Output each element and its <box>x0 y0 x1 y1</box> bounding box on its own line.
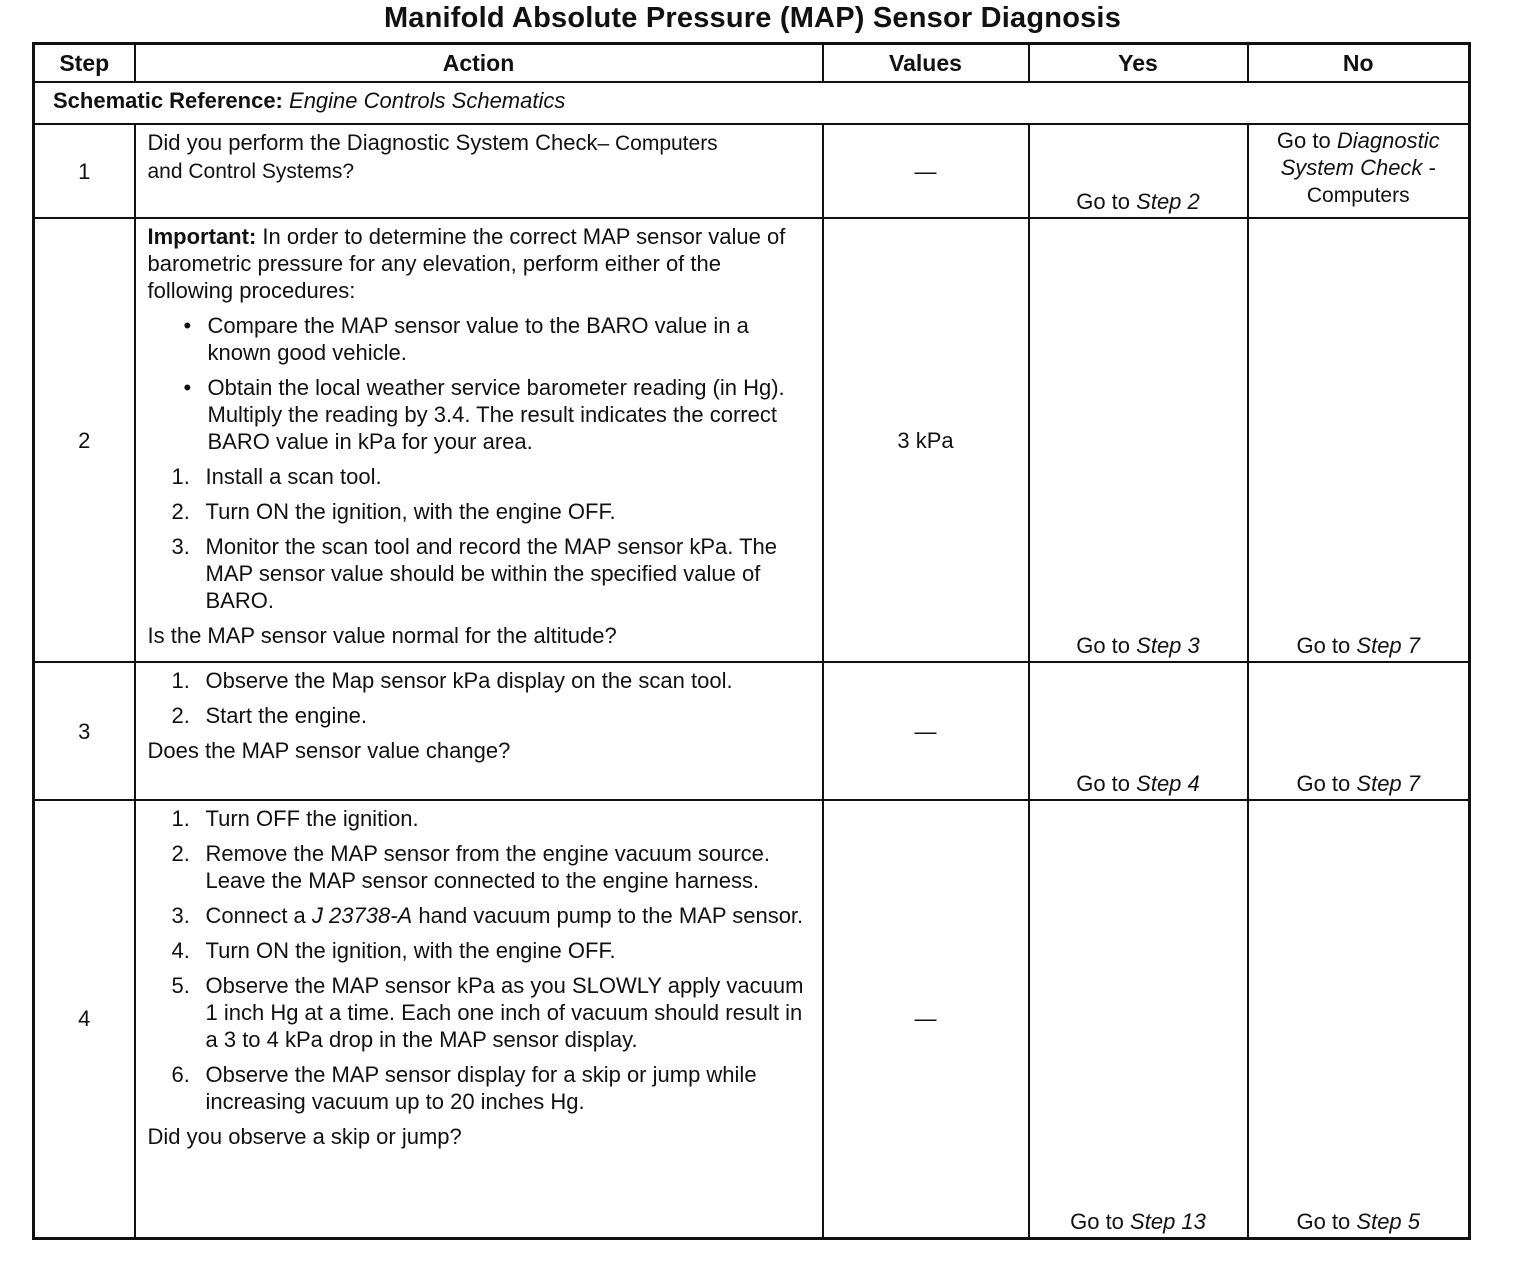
action-question <box>148 129 812 185</box>
yes-step-link[interactable]: Step 3 <box>1136 633 1200 658</box>
no-cell <box>1248 662 1470 800</box>
header-action: Action <box>135 44 823 83</box>
list-number: 2. <box>171 841 190 866</box>
list-text: hand vacuum pump to the MAP sensor. <box>418 903 804 928</box>
go-to-label: Go to <box>1076 633 1131 658</box>
schematic-reference <box>34 82 1470 124</box>
value-cell: — <box>823 124 1029 218</box>
no-step-link[interactable]: Step 7 <box>1356 771 1421 796</box>
important-note <box>148 223 812 304</box>
list-number: 6. <box>171 1062 190 1087</box>
no-cell <box>1248 124 1470 218</box>
list-item <box>172 463 812 490</box>
list-text: Observe the MAP sensor kPa as you SLOWLY apply vacuum 1 inch Hg at a time. Each one inch of vacuum should result in a 3 to 4 kPa drop in the MAP sensor display. <box>205 973 804 1052</box>
list-number: 2. <box>171 499 190 524</box>
list-item <box>172 937 812 964</box>
list-text: Start the engine. <box>205 703 367 728</box>
list-text: Observe the Map sensor kPa display on the scan tool. <box>205 668 733 693</box>
list-number: 2. <box>171 703 190 728</box>
list-item <box>172 840 812 894</box>
tool-reference: J 23738-A <box>311 903 413 928</box>
yes-step-link[interactable]: Step 13 <box>1130 1208 1206 1234</box>
no-step-suffix: - <box>1428 155 1436 180</box>
page-title: Manifold Absolute Pressure (MAP) Sensor Diagnosis <box>383 2 1122 34</box>
step-number: 2 <box>34 218 135 662</box>
go-to-label: Go to <box>1296 771 1351 796</box>
list-item <box>172 498 812 525</box>
go-to-label: Go to <box>1296 633 1351 658</box>
yes-cell <box>1029 662 1248 800</box>
no-step-link[interactable]: Step 7 <box>1356 633 1421 658</box>
list-item <box>172 533 812 614</box>
yes-cell <box>1029 218 1248 662</box>
list-item: • Obtain the local weather service barometer reading (in Hg). Multiply the reading by 3.4. The result indicates the correct BARO value in kPa for your area. <box>184 374 812 455</box>
no-step-link[interactable]: Step 5 <box>1356 1208 1421 1234</box>
value-cell: — <box>823 662 1029 800</box>
table-row <box>34 662 1470 800</box>
action-question: Is the MAP sensor value normal for the altitude? <box>147 623 617 648</box>
list-number: 3. <box>171 903 190 928</box>
list-item <box>172 1061 812 1115</box>
list-text: Remove the MAP sensor from the engine vacuum source. Leave the MAP sensor connected to the engine harness. <box>205 841 771 893</box>
list-item: • Compare the MAP sensor value to the BARO value in a known good vehicle. <box>184 312 812 366</box>
step-number: 4 <box>34 800 135 1238</box>
header-no: No <box>1248 44 1470 83</box>
yes-step-link[interactable]: Step 2 <box>1136 189 1200 214</box>
go-to-label: Go to <box>1070 1208 1124 1234</box>
bullet-list <box>148 312 812 455</box>
action-cell <box>135 662 823 800</box>
value-cell: — <box>823 800 1029 1238</box>
action-question: Does the MAP sensor value change? <box>147 738 511 763</box>
action-question: Did you observe a skip or jump? <box>147 1124 462 1149</box>
header-yes: Yes <box>1029 44 1248 83</box>
numbered-list <box>148 805 812 1115</box>
list-item <box>172 902 812 929</box>
action-cell <box>135 218 823 662</box>
action-cell <box>135 800 823 1238</box>
list-text: Turn OFF the ignition. <box>205 806 419 831</box>
header-step: Step <box>34 44 135 83</box>
list-number: 1. <box>171 806 190 831</box>
list-item <box>172 805 812 832</box>
list-number: 5. <box>171 973 190 998</box>
go-to-label: Go to <box>1076 189 1131 214</box>
schematic-reference-label: Schematic Reference: <box>53 88 283 113</box>
list-number: 1. <box>171 668 190 693</box>
list-text: Observe the MAP sensor display for a skip or jump while increasing vacuum up to 20 inches Hg. <box>205 1062 757 1114</box>
no-step-link[interactable]: System Check <box>1280 155 1423 180</box>
table-row <box>34 124 1470 218</box>
list-text: Turn ON the ignition, with the engine OFF. <box>205 499 616 524</box>
list-text: Monitor the scan tool and record the MAP sensor kPa. The MAP sensor value should be within the specified value of BARO. <box>205 534 777 613</box>
list-number: 4. <box>171 938 190 963</box>
table-row <box>34 800 1470 1238</box>
list-number: 3. <box>171 534 190 559</box>
step-number: 3 <box>34 662 135 800</box>
list-number: 1. <box>171 464 190 489</box>
yes-cell <box>1029 124 1248 218</box>
action-text: and Control Systems? <box>147 160 355 183</box>
table-row <box>34 218 1470 662</box>
no-step-link[interactable]: Diagnostic <box>1336 128 1440 153</box>
list-text: Turn ON the ignition, with the engine OFF. <box>205 938 616 963</box>
yes-step-link[interactable]: Step 4 <box>1136 771 1200 796</box>
go-to-label: Go to <box>1076 771 1131 796</box>
important-label: Important: <box>147 224 257 249</box>
action-cell <box>135 124 823 218</box>
numbered-list <box>148 463 812 614</box>
yes-cell <box>1029 800 1248 1238</box>
header-values: Values <box>823 44 1029 83</box>
no-cell <box>1248 800 1470 1238</box>
action-text: – Computers <box>597 132 718 155</box>
no-step-text: Computers <box>1306 184 1410 207</box>
list-item <box>172 972 812 1053</box>
go-to-label: Go to <box>1296 1208 1351 1234</box>
list-item <box>172 667 812 694</box>
no-cell <box>1248 218 1470 662</box>
header-row <box>34 44 1470 83</box>
list-item <box>172 702 812 729</box>
important-text: In order to determine the correct MAP sensor value of barometric pressure for any elevation, perform either of the following procedures: <box>147 224 786 303</box>
schematic-reference-row <box>34 82 1470 124</box>
schematic-reference-link[interactable]: Engine Controls Schematics <box>289 88 566 113</box>
action-text: Did you perform the Diagnostic System Check <box>147 130 598 155</box>
diagnosis-table <box>32 42 1471 1240</box>
numbered-list <box>148 667 812 729</box>
list-text: Connect a <box>205 903 306 928</box>
list-text: Install a scan tool. <box>205 464 382 489</box>
value-cell: 3 kPa <box>823 218 1029 662</box>
go-to-label: Go to <box>1276 128 1331 153</box>
step-number: 1 <box>34 124 135 218</box>
